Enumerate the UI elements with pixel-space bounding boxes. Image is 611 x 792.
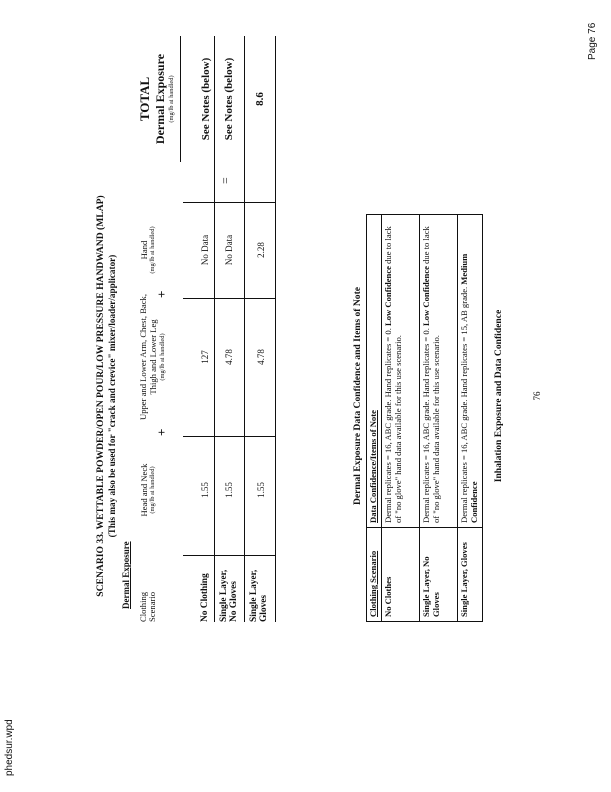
rule-col-hand-lower <box>246 202 276 203</box>
row2-upper: 4.78 <box>224 349 234 365</box>
header-hand-unit: (mg/lb ai handled) <box>149 226 156 274</box>
rule-col-upper-lower <box>246 298 276 299</box>
plus-sign-2: + <box>154 290 169 298</box>
header-total <box>137 34 175 164</box>
row2-rule <box>244 36 245 622</box>
confidence-header-row <box>367 215 382 622</box>
confidence-row2-level: Low Confidence <box>420 266 431 326</box>
confidence-col-scenario: Clothing Scenario <box>367 528 382 622</box>
rule-col-head-lower <box>246 436 276 437</box>
row1-head: 1.55 <box>200 482 210 498</box>
confidence-row2-post: due to lack of "no glove" hand data available for this use scenario. <box>420 226 441 523</box>
table-row <box>381 215 419 622</box>
table-row <box>419 215 457 622</box>
confidence-row3-level: Medium Confidence <box>458 253 479 523</box>
header-total-line2: Dermal Exposure <box>153 53 167 145</box>
header-total-unit: (mg/lb ai handled) <box>168 75 175 123</box>
confidence-row1-level: Low Confidence <box>382 266 393 326</box>
row2-head: 1.55 <box>224 482 234 498</box>
header-upper-body <box>139 292 166 422</box>
rule-col-scenario-lower <box>246 555 276 556</box>
confidence-col-notes: Data Confidence/Items of Note <box>367 215 382 528</box>
confidence-row2-pre: Dermal replicates = 16, ABC grade. Hand replicates = 0. <box>420 325 431 523</box>
table-bottom-rule <box>275 36 276 622</box>
dermal-exposure-label: Dermal Exposure <box>121 541 131 609</box>
row3-upper: 4.78 <box>256 349 266 365</box>
header-head-neck-label: Head and Neck <box>139 463 149 517</box>
header-head-neck-unit: (mg/lb ai handled) <box>149 466 156 514</box>
confidence-row2-scenario: Single Layer, No Gloves <box>419 528 457 622</box>
row2-scenario: Single Layer, No Gloves <box>219 569 240 622</box>
header-total-line1: TOTAL <box>137 76 152 122</box>
confidence-row3-pre: Dermal replicates = 16, ABC grade. Hand replicates = 15, AB grade. <box>458 284 469 523</box>
header-hand <box>139 205 156 295</box>
row1-rule <box>214 36 215 622</box>
confidence-row1-pre: Dermal replicates = 16, ABC grade. Hand replicates = 0. <box>382 325 393 523</box>
row1-total: See Notes (below) <box>200 57 212 141</box>
confidence-table <box>366 214 483 622</box>
row1-upper: 127 <box>200 350 210 364</box>
page-number: 76 <box>532 391 542 401</box>
header-hand-label: Hand <box>139 240 149 260</box>
inhalation-title: Inhalation Exposure and Data Confidence <box>493 309 504 483</box>
row1-scenario: No Clothing <box>200 573 210 622</box>
equals-sign: = <box>218 177 232 184</box>
header-upper-body-label: Upper and Lower Arm, Chest, Back, Thigh and Lower Leg <box>138 294 158 421</box>
scenario-title: SCENARIO 33. WETTABLE POWDER/OPEN POUR/LOW PRESSURE HANDWAND (MLAP) <box>95 195 106 597</box>
confidence-row3-notes <box>457 215 482 528</box>
scenario-subtitle: (This may also be used for "crack and crevice" mixer/loader/applicator) <box>107 254 117 538</box>
row2-total: See Notes (below) <box>223 57 235 141</box>
row3-total: 8.6 <box>254 92 266 106</box>
header-clothing-scenario: Clothing Scenario <box>138 591 158 622</box>
filename-text: phedsur.wpd <box>4 719 15 776</box>
page-label-text: Page 76 <box>587 22 598 60</box>
confidence-row1-scenario: No Clothes <box>381 528 419 622</box>
row3-scenario: Single Layer, Gloves <box>249 569 270 622</box>
plus-sign-1: + <box>154 428 169 436</box>
confidence-row2-notes <box>419 215 457 528</box>
confidence-row1-post: due to lack of "no glove" hand data available for this use scenario. <box>382 226 403 523</box>
rule-total-top <box>180 36 181 162</box>
confidence-row3-scenario: Single Layer, Gloves <box>457 528 482 622</box>
row3-hand: 2.28 <box>256 242 266 258</box>
row3-head: 1.55 <box>256 482 266 498</box>
row2-hand: No Data <box>224 234 234 266</box>
confidence-title: Dermal Exposure Data Confidence and Items of Note <box>352 286 363 506</box>
header-upper-body-unit: (mg/lb ai handled) <box>158 333 166 381</box>
confidence-row1-notes <box>381 215 419 528</box>
header-head-neck <box>139 440 156 540</box>
table-row <box>457 215 482 622</box>
row1-hand: No Data <box>200 234 210 266</box>
